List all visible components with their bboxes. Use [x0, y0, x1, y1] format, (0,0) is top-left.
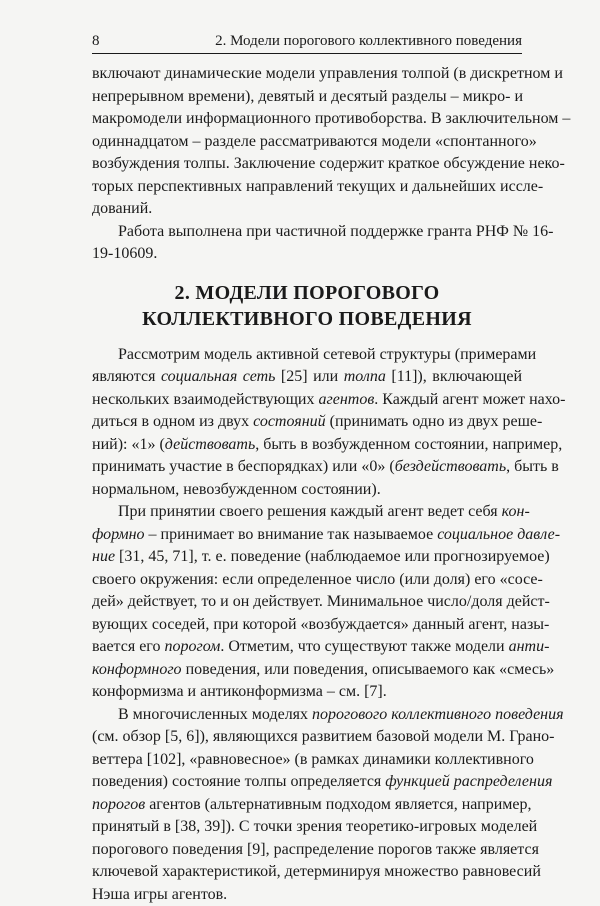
text-line: включают динамические модели управления толпой (в дискретном и [92, 63, 522, 86]
text-line: ние [31, 45, 71], т. е. поведение (наблюдаемое или прогнозируемое) [92, 546, 522, 569]
text-line: одиннадцатом – разделе рассматриваются модели «спонтанного» [92, 131, 522, 154]
text-line: (см. обзор [5, 6]), являющихся развитием базовой модели М. Грано- [92, 726, 522, 749]
text-line: конформного поведения, или поведения, описываемого как «смесь» [92, 659, 522, 682]
text-line: вующих соседей, при которой «возбуждается» данный агент, назы- [92, 614, 522, 637]
text-line: Рассмотрим модель активной сетевой структуры (примерами [92, 344, 522, 367]
text-line: веттера [102], «равновесное» (в рамках динамики коллективного [92, 749, 522, 772]
paragraph-1 [92, 344, 522, 502]
text-line: возбуждения толпы. Заключение содержит краткое обсуждение неко- [92, 153, 522, 176]
text-line: диться в одном из двух состояний (принимать одно из двух реше- [92, 411, 522, 434]
page-number: 8 [92, 31, 100, 51]
text-line: поведения) состояние толпы определяется функцией распределения [92, 771, 522, 794]
text-line: дей» действует, то и он действует. Минимальное число/доля дейст- [92, 591, 522, 614]
text-line: принимать участие в беспорядках) или «0» (бездействовать, быть в [92, 456, 522, 479]
running-head [92, 31, 522, 54]
intro-paragraph [92, 63, 522, 221]
paragraph-2 [92, 501, 522, 704]
text-line: порогов агентов (альтернативным подходом является, например, [92, 794, 522, 817]
section-heading: КОЛЛЕКТИВНОГО ПОВЕДЕНИЯ [92, 306, 522, 332]
text-line: принятый в [38, 39]). С точки зрения теоретико-игровых моделей [92, 816, 522, 839]
text-line: При принятии своего решения каждый агент ведет себя кон- [92, 501, 522, 524]
text-line: являются социальная сеть [25] или толпа [11]), включающей [92, 366, 522, 389]
text-line: ний): «1» (действовать, быть в возбужденном состоянии, например, [92, 434, 522, 457]
text-line: дований. [92, 198, 522, 221]
text-line: В многочисленных моделях порогового коллективного поведения [92, 704, 522, 727]
text-line: макромодели информационного противоборства. В заключительном – [92, 108, 522, 131]
text-line: нормальном, невозбужденном состоянии). [92, 479, 522, 502]
text-line: непрерывном времени), девятый и десятый разделы – микро- и [92, 86, 522, 109]
text-line: вается его порогом. Отметим, что существуют также модели анти- [92, 636, 522, 659]
text-line: ключевой характеристикой, детерминируя множество равновесий [92, 861, 522, 884]
grant-paragraph [92, 221, 522, 266]
text-line: порогового поведения [9], распределение порогов также является [92, 839, 522, 862]
text-line: 19-10609. [92, 243, 522, 266]
text-line: Нэша игры агентов. [92, 884, 522, 906]
text-line: Работа выполнена при частичной поддержке гранта РНФ № 16- [92, 221, 522, 244]
section-heading: 2. МОДЕЛИ ПОРОГОВОГО [92, 280, 522, 306]
text-line: своего окружения: если определенное число (или доля) его «сосе- [92, 569, 522, 592]
text-line: конформизма и антиконформизма – см. [7]. [92, 681, 522, 704]
running-title: 2. Модели порогового коллективного поведения [215, 31, 522, 51]
text-line: формно – принимает во внимание так называемое социальное давле- [92, 524, 522, 547]
text-line: торых перспективных направлений текущих и дальнейших иссле- [92, 176, 522, 199]
paragraph-3 [92, 704, 522, 906]
text-line: нескольких взаимодействующих агентов. Каждый агент может нахо- [92, 389, 522, 412]
page-body [92, 63, 522, 906]
